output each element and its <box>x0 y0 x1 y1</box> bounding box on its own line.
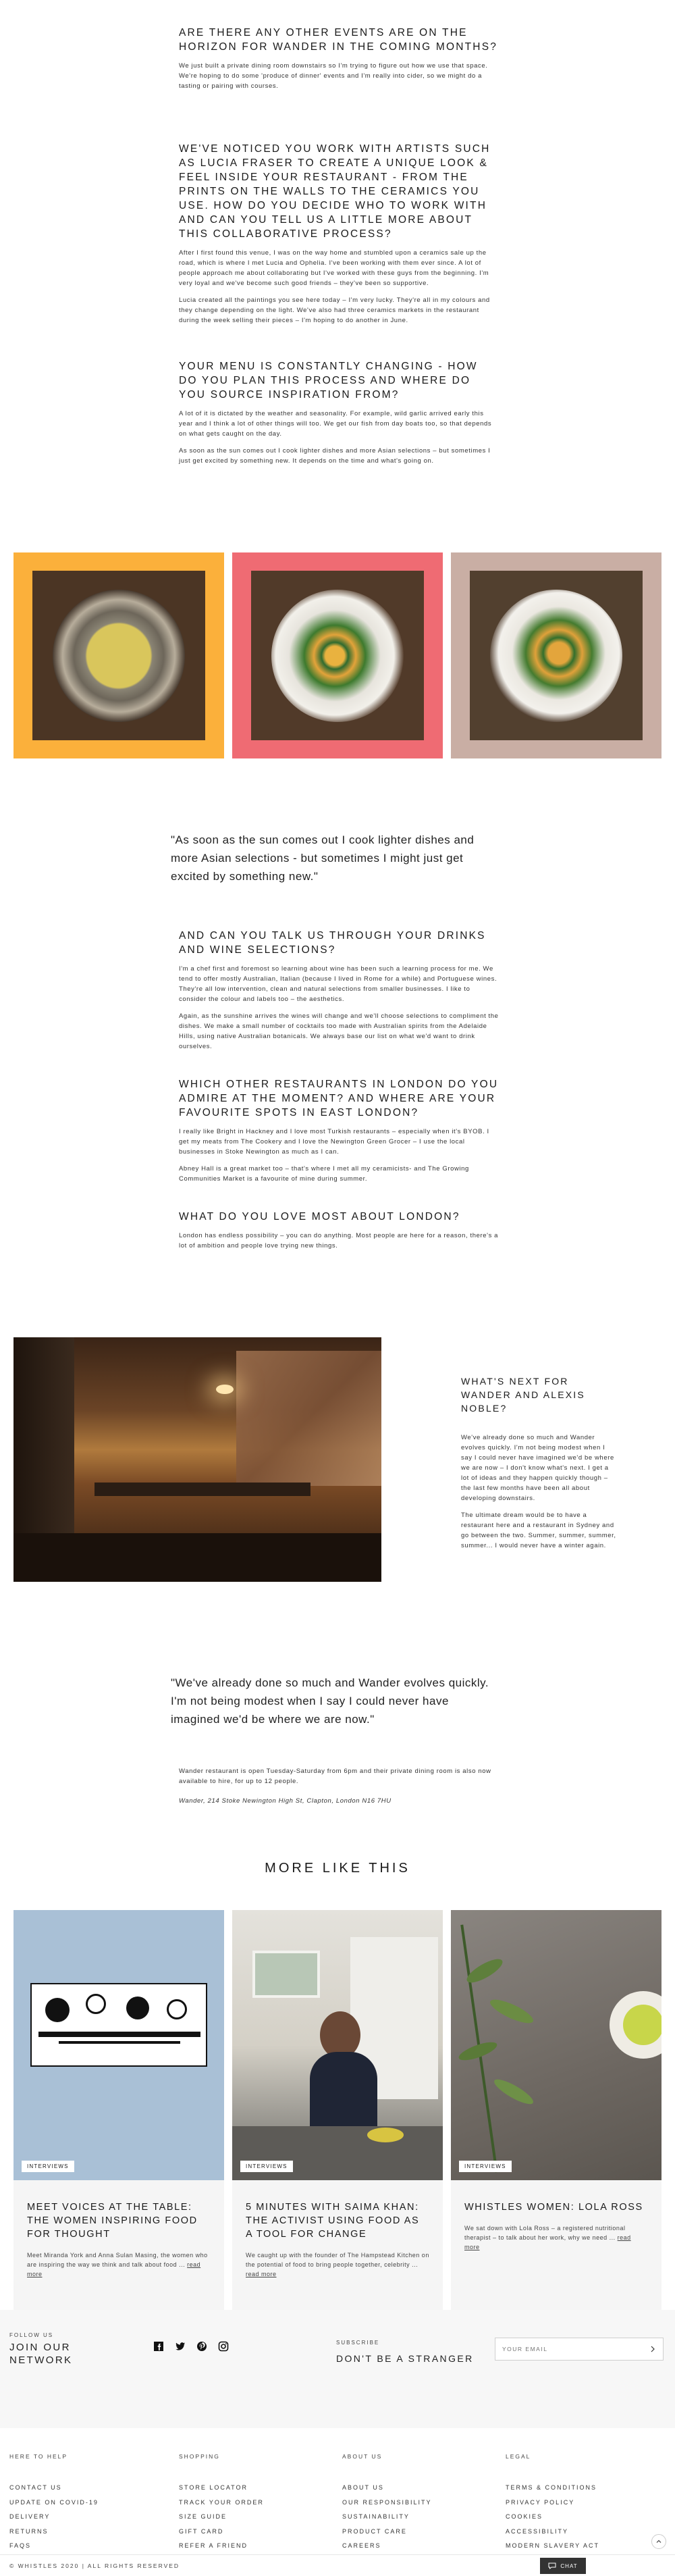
card-desc-text: Meet Miranda York and Anna Sulan Masing, the women who are inspiring the way we think and talk about food ... <box>27 2252 208 2268</box>
question-heading: ARE THERE ANY OTHER EVENTS ARE ON THE HORIZON FOR WANDER IN THE COMING MONTHS? <box>179 27 498 53</box>
footer-link[interactable]: CAREERS <box>342 2542 381 2549</box>
footer-link[interactable]: RETURNS <box>9 2527 49 2535</box>
question-heading: AND CAN YOU TALK US THROUGH YOUR DRINKS AND WINE SELECTIONS? <box>179 930 486 956</box>
side-paragraph: The ultimate dream would be to have a restaurant here and a restaurant in Sydney and go between the two. Summer, summer, summer, summer... I would never have a winter again. <box>461 1512 616 1549</box>
card-image-lola[interactable] <box>451 1910 662 2180</box>
join-network-heading: JOIN OUR NETWORK <box>9 2342 73 2366</box>
footer-col-title: HERE TO HELP <box>9 2453 68 2460</box>
illustration <box>30 1983 207 2067</box>
answer-paragraph: We just built a private dining room downstairs so I'm trying to figure out how we use that space. We're hoping to do some 'produce of dinner' events and I'm really into cider, so we might do a tasting or pairing with courses. <box>179 62 488 90</box>
answer-paragraph: After I first found this venue, I was on the way home and stumbled upon a ceramics sale up the road, which is where I met Lucia and Ophelia. I've been working with them ever since. A lot of people approach me about collaborating but I've worked with these guys from the beginning. I'm very loyal and we've become such good friends – they've been so supportive. <box>179 249 489 287</box>
dish-panel-pink <box>232 552 443 758</box>
card-desc <box>246 2250 429 2279</box>
answer-paragraph: A lot of it is dictated by the weather and seasonality. For example, wild garlic arrived early this year and I think a lot of other things will too. We get our fish from day boats too, so that depends on what gets caught on the day. <box>179 410 492 438</box>
footer-link[interactable]: TRACK YOUR ORDER <box>179 2498 264 2506</box>
restaurant-interior-photo <box>14 1337 381 1582</box>
article-card[interactable] <box>232 1910 443 2329</box>
qa-section-london <box>179 1210 500 1251</box>
footer-link[interactable]: ABOUT US <box>342 2484 384 2491</box>
chat-button[interactable] <box>540 2558 586 2574</box>
footer-col-title: LEGAL <box>506 2453 531 2460</box>
footer-link[interactable]: SIZE GUIDE <box>179 2513 227 2520</box>
more-like-this-heading: MORE LIKE THIS <box>265 1861 410 1876</box>
footer-link[interactable]: PRIVACY POLICY <box>506 2498 575 2506</box>
footer-link[interactable]: PRODUCT CARE <box>342 2527 407 2535</box>
side-question-heading: WHAT'S NEXT FOR WANDER AND ALEXIS NOBLE? <box>461 1376 585 1414</box>
card-title[interactable]: WHISTLES WOMEN: LOLA ROSS <box>464 2202 643 2213</box>
card-tag[interactable]: INTERVIEWS <box>240 2161 293 2172</box>
dish-photo <box>470 571 643 740</box>
question-heading: YOUR MENU IS CONSTANTLY CHANGING - HOW DO YOU PLAN THIS PROCESS AND WHERE DO YOU SOURCE INSPIRATION FROM? <box>179 361 478 401</box>
address-text: Wander, 214 Stoke Newington High St, Clapton, London N16 7HU <box>179 1797 392 1805</box>
footer-col-title: ABOUT US <box>342 2453 383 2460</box>
follow-us-block <box>9 2332 90 2367</box>
footer-link[interactable]: COOKIES <box>506 2513 543 2520</box>
answer-paragraph: Abney Hall is a great market too – that's where I met all my ceramicists- and The Growing Communities Market is a favourite of mine during summer. <box>179 1165 469 1183</box>
pull-quote-text: "We've already done so much and Wander evolves quickly. I'm not being modest when I say I could never have imagined we'd be where we are now." <box>171 1676 489 1726</box>
card-title[interactable]: 5 MINUTES WITH SAIMA KHAN: THE ACTIVIST USING FOOD AS A TOOL FOR CHANGE <box>246 2202 420 2240</box>
dish-photo <box>251 571 424 740</box>
copyright-text: © WHISTLES 2020 | ALL RIGHTS RESERVED <box>9 2562 180 2569</box>
footer-col-legal <box>506 2453 599 2550</box>
answer-paragraph: As soon as the sun comes out I cook lighter dishes and more Asian selections – but sometimes I just get excited by something new. It depends on the time and what's going on. <box>179 447 491 465</box>
answer-paragraph: Again, as the sunshine arrives the wines will change and we'll choose selections to compliment the dishes. We make a small number of cocktails too made with Australian spirits from the Adelaide Hills, using native Australian botanicals. We always base our list on what we'd want to drink ourselves. <box>179 1012 499 1050</box>
chevron-up-icon[interactable] <box>651 2534 666 2549</box>
question-heading: WE'VE NOTICED YOU WORK WITH ARTISTS SUCH AS LUCIA FRASER TO CREATE A UNIQUE LOOK & FEEL INSIDE YOUR RESTAURANT - FROM THE PRINTS ON THE WALLS TO THE CERAMICS YOU USE. HOW DO YOU DECIDE WHO TO WORK WITH AND CAN YOU TELL US A LITTLE MORE ABOUT THIS COLLABORATIVE PROCESS? <box>179 143 491 240</box>
email-input[interactable] <box>502 2346 649 2352</box>
footer-link[interactable]: REFER A FRIEND <box>179 2542 248 2549</box>
article-mid <box>179 929 500 1278</box>
card-desc <box>464 2223 648 2252</box>
pull-quote-text: "As soon as the sun comes out I cook lighter dishes and more Asian selections - but sometimes I might just get excited by something new." <box>171 833 475 883</box>
footer-col-title: SHOPPING <box>179 2453 220 2460</box>
answer-paragraph: Lucia created all the paintings you see here today – I'm very lucky. They're all in my colours and they change depending on the light. We've also had three ceramics markets in the restaurant during the week selling their pieces – I'm hoping to do another in June. <box>179 297 490 324</box>
footer-col-shopping <box>179 2453 264 2550</box>
article-card[interactable] <box>14 1910 224 2329</box>
footer-link[interactable]: MODERN SLAVERY ACT <box>506 2542 600 2549</box>
more-like-this-heading-wrap <box>0 1861 675 1876</box>
more-like-this-grid <box>14 1910 662 2329</box>
chat-icon <box>548 2562 556 2569</box>
qa-section-artists <box>179 142 500 326</box>
footer-col-about <box>342 2453 432 2565</box>
qa-section-menu <box>179 359 500 466</box>
card-tag[interactable]: INTERVIEWS <box>459 2161 512 2172</box>
subscribe-block <box>336 2340 474 2365</box>
footer-link[interactable]: OUR RESPONSIBILITY <box>342 2498 432 2506</box>
footer-link[interactable]: GIFT CARD <box>179 2527 224 2535</box>
footer-link[interactable]: SUSTAINABILITY <box>342 2513 410 2520</box>
card-desc-text: We sat down with Lola Ross – a registered nutritional therapist – to talk about her work, why we need ... <box>464 2225 626 2241</box>
qa-section-restaurants <box>179 1077 500 1184</box>
footer-link[interactable]: DELIVERY <box>9 2513 51 2520</box>
answer-paragraph: London has endless possibility – you can do anything. Most people are here for a reason, there's a lot of ambition and people love trying new things. <box>179 1232 499 1250</box>
side-article <box>461 1374 616 1551</box>
footer-link[interactable]: ACCESSIBILITY <box>506 2527 569 2535</box>
twitter-icon[interactable] <box>173 2340 187 2353</box>
dish-panel-orange <box>14 552 224 758</box>
card-desc <box>27 2250 211 2279</box>
answer-paragraph: I really like Bright in Hackney and I love most Turkish restaurants – especially when it's BYOB. I get my meats from The Cookery and I love the Newington Green Grocer – I use the local businesses in Stoke Newington as much as I can. <box>179 1128 489 1156</box>
instagram-icon[interactable] <box>217 2340 230 2353</box>
footer-link[interactable]: UPDATE ON COVID-19 <box>9 2498 99 2506</box>
subscribe-label: SUBSCRIBE <box>336 2340 380 2346</box>
chat-label: CHAT <box>560 2562 578 2569</box>
read-more-link[interactable]: read more <box>464 2234 631 2250</box>
question-heading: WHAT DO YOU LOVE MOST ABOUT LONDON? <box>179 1211 460 1222</box>
footer-link[interactable]: TERMS & CONDITIONS <box>506 2484 597 2491</box>
card-image-voices[interactable] <box>14 1910 224 2180</box>
card-image-saima[interactable] <box>232 1910 443 2180</box>
facebook-icon[interactable] <box>152 2340 165 2353</box>
dish-panel-taupe <box>451 552 662 758</box>
pull-quote-2 <box>171 1674 502 1728</box>
footer-link[interactable]: FAQS <box>9 2542 32 2549</box>
dish-photo <box>32 571 205 740</box>
copyright-bar <box>0 2554 675 2576</box>
card-desc-text: We caught up with the founder of The Hampstead Kitchen on the potential of food to bring people together, celebrity ... <box>246 2252 429 2268</box>
footer-link[interactable]: STORE LOCATOR <box>179 2484 248 2491</box>
article-top <box>179 0 500 466</box>
qa-section-drinks <box>179 929 500 1052</box>
social-icons <box>152 2340 230 2353</box>
card-title[interactable]: MEET VOICES AT THE TABLE: THE WOMEN INSPIRING FOOD FOR THOUGHT <box>27 2202 198 2240</box>
read-more-link[interactable]: read more <box>27 2261 201 2277</box>
arrow-right-icon[interactable] <box>649 2346 656 2352</box>
follow-us-label: FOLLOW US <box>9 2332 54 2338</box>
footer-links <box>0 2453 675 2549</box>
side-paragraph: We've already done so much and Wander evolves quickly. I'm not being modest when I say I could never have imagined we'd be where we are now – I don't know what's next. I get a lot of ideas and they happen quickly though – the last few months have been all about developing downstairs. <box>461 1434 614 1502</box>
footer-col-help <box>9 2453 99 2565</box>
qa-section-events <box>179 26 500 91</box>
article-card[interactable] <box>451 1910 662 2329</box>
card-tag[interactable]: INTERVIEWS <box>22 2161 74 2172</box>
pinterest-icon[interactable] <box>195 2340 209 2353</box>
opening-hours-text: Wander restaurant is open Tuesday-Saturday from 6pm and their private dining room is also now available to hire, for up to 12 people. <box>179 1768 491 1785</box>
read-more-link[interactable]: read more <box>246 2271 277 2277</box>
dish-triptych <box>14 552 662 758</box>
footer-link[interactable]: CONTACT US <box>9 2484 62 2491</box>
stranger-heading: DON'T BE A STRANGER <box>336 2353 474 2364</box>
question-heading: WHICH OTHER RESTAURANTS IN LONDON DO YOU ADMIRE AT THE MOMENT? AND WHERE ARE YOUR FAVOURITE SPOTS IN EAST LONDON? <box>179 1079 499 1118</box>
email-signup-form <box>495 2338 664 2361</box>
footer-signup-band <box>0 2310 675 2428</box>
pull-quote-1 <box>171 831 488 885</box>
answer-paragraph: I'm a chef first and foremost so learning about wine has been such a learning process for me. We tend to offer mostly Australian, Italian (because I lived in Rome for a while) and Portuguese wines. They're all low intervention, clean and natural selections from smaller businesses. I like to consider the colour and labels too – the aesthetics. <box>179 965 497 1003</box>
restaurant-info <box>179 1766 496 1806</box>
